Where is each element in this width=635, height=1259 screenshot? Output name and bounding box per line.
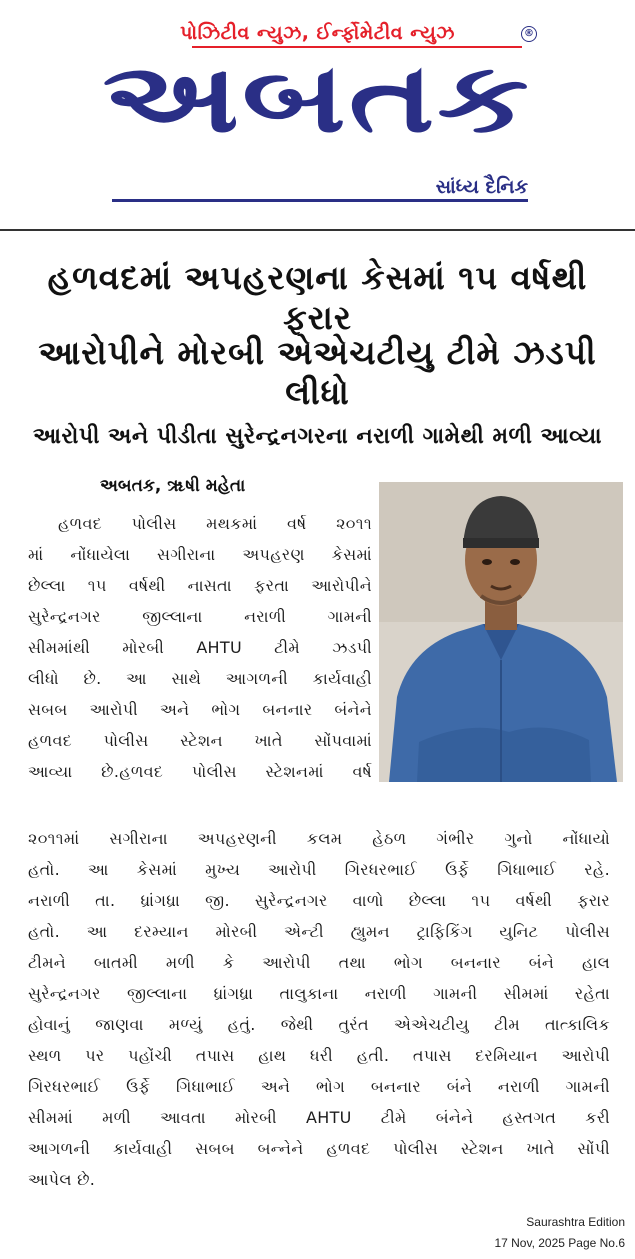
edition-label: Saurashtra Edition [526, 1215, 625, 1229]
body-line: સીમમાં મળી આવતા મોરબી AHTU ટીમે બંનેને હસ્તગત કરી [28, 1108, 610, 1127]
body-line: સ્થળ પર પહોંચી તપાસ હાથ ધરી હતી. તપાસ દરમિયાન આરોપી [28, 1046, 610, 1065]
registered-mark: ® [521, 26, 537, 42]
logo-underline [112, 199, 528, 202]
body-line: સુરેન્દ્રનગર જીલ્લાના ધ્રાંગધ્રા તાલુકાના નરાળી ગામની સીમમાં રહેતા [28, 984, 610, 1003]
body-line: માં નોંધાયેલા સગીરાના અપહરણ કેસમાં [28, 545, 372, 564]
subheadline: આરોપી અને પીડીતા સુરેન્દ્રનગરના નરાળી ગામેથી મળી આવ્યા [33, 424, 602, 449]
masthead-tagline: પોઝિટીવ ન્યુઝ, ઈર્ન્ફોમેટીવ ન્યુઝ [180, 22, 455, 44]
headline-line-1: હળવદમાં અપહરણના કેસમાં ૧૫ વર્ષથી ફરાર [47, 258, 588, 337]
accused-photo [379, 482, 623, 782]
body-line: ટીમને બાતમી મળી કે આરોપી તથા ભોગ બનનાર બંને હાલ [28, 953, 610, 972]
edition-tag: સાંધ્ય દૈનિક [435, 176, 528, 198]
newspaper-logo: અબતક [102, 42, 532, 154]
article-body-narrow [28, 508, 372, 787]
body-line: હળવદ પોલીસ સ્ટેશન ખાતે સોંપવામાં [28, 731, 372, 750]
article-body-wide [28, 823, 610, 1195]
body-line: હોવાનું જાણવા મળ્યું હતું. જેથી તુરંત એએચટીયુ ટીમ તાત્કાલિક [28, 1015, 610, 1034]
masthead-divider [0, 229, 635, 231]
body-line: ૨૦૧૧માં સગીરાના અપહરણની કલમ હેઠળ ગંભીર ગુનો નોંધાયો [28, 829, 610, 848]
date-page-label: 17 Nov, 2025 Page No.6 [494, 1236, 625, 1250]
body-line: આપેલ છે. [28, 1170, 96, 1189]
body-line: આવ્યા છે.હળવદ પોલીસ સ્ટેશનમાં વર્ષ [28, 762, 372, 781]
body-line: ગિરધરભાઈ ઉર્ફે ગિધાભાઈ અને ભોગ બનનાર બંને નરાળી ગામની [28, 1077, 610, 1096]
body-line: હળવદ પોલીસ મથકમાં વર્ષ ૨૦૧૧ [58, 514, 372, 533]
body-line: હતો. આ દરમ્યાન મોરબી એન્ટી હ્યુમન ટ્રાફિકિંગ યુનિટ પોલીસ [28, 922, 610, 941]
person-photo-illustration [379, 482, 623, 782]
body-line: હતો. આ કેસમાં મુખ્ય આરોપી ગિરધરભાઈ ઉર્ફે ગિધાભાઈ રહે. [28, 860, 610, 879]
body-line: સબબ આરોપી અને ભોગ બનનાર બંનેને [28, 700, 372, 719]
body-line: લીધો છે. આ સાથે આગળની કાર્યવાહી [28, 669, 372, 688]
body-line: નરાળી તા. ધ્રાંગધ્રા જી. સુરેન્દ્રનગર વાળો છેલ્લા ૧૫ વર્ષથી ફરાર [28, 891, 610, 910]
masthead [0, 0, 635, 228]
body-line: સુરેન્દ્રનગર જીલ્લાના નરાળી ગામની [28, 607, 372, 626]
headline-line-2: આરોપીને મોરબી એએચટીયુ ટીમે ઝડપી લીધો [38, 333, 597, 412]
body-line: છેલ્લા ૧૫ વર્ષથી નાસતા ફરતા આરોપીને [28, 576, 372, 595]
body-line: સીમમાંથી મોરબી AHTU ટીમે ઝડપી [28, 638, 372, 657]
body-line: આગળની કાર્યવાહી સબબ બન્નેને હળવદ પોલીસ સ્ટેશન ખાતે સોંપી [28, 1139, 610, 1158]
byline: અબતક, ૠષી મહેતા [100, 476, 246, 496]
